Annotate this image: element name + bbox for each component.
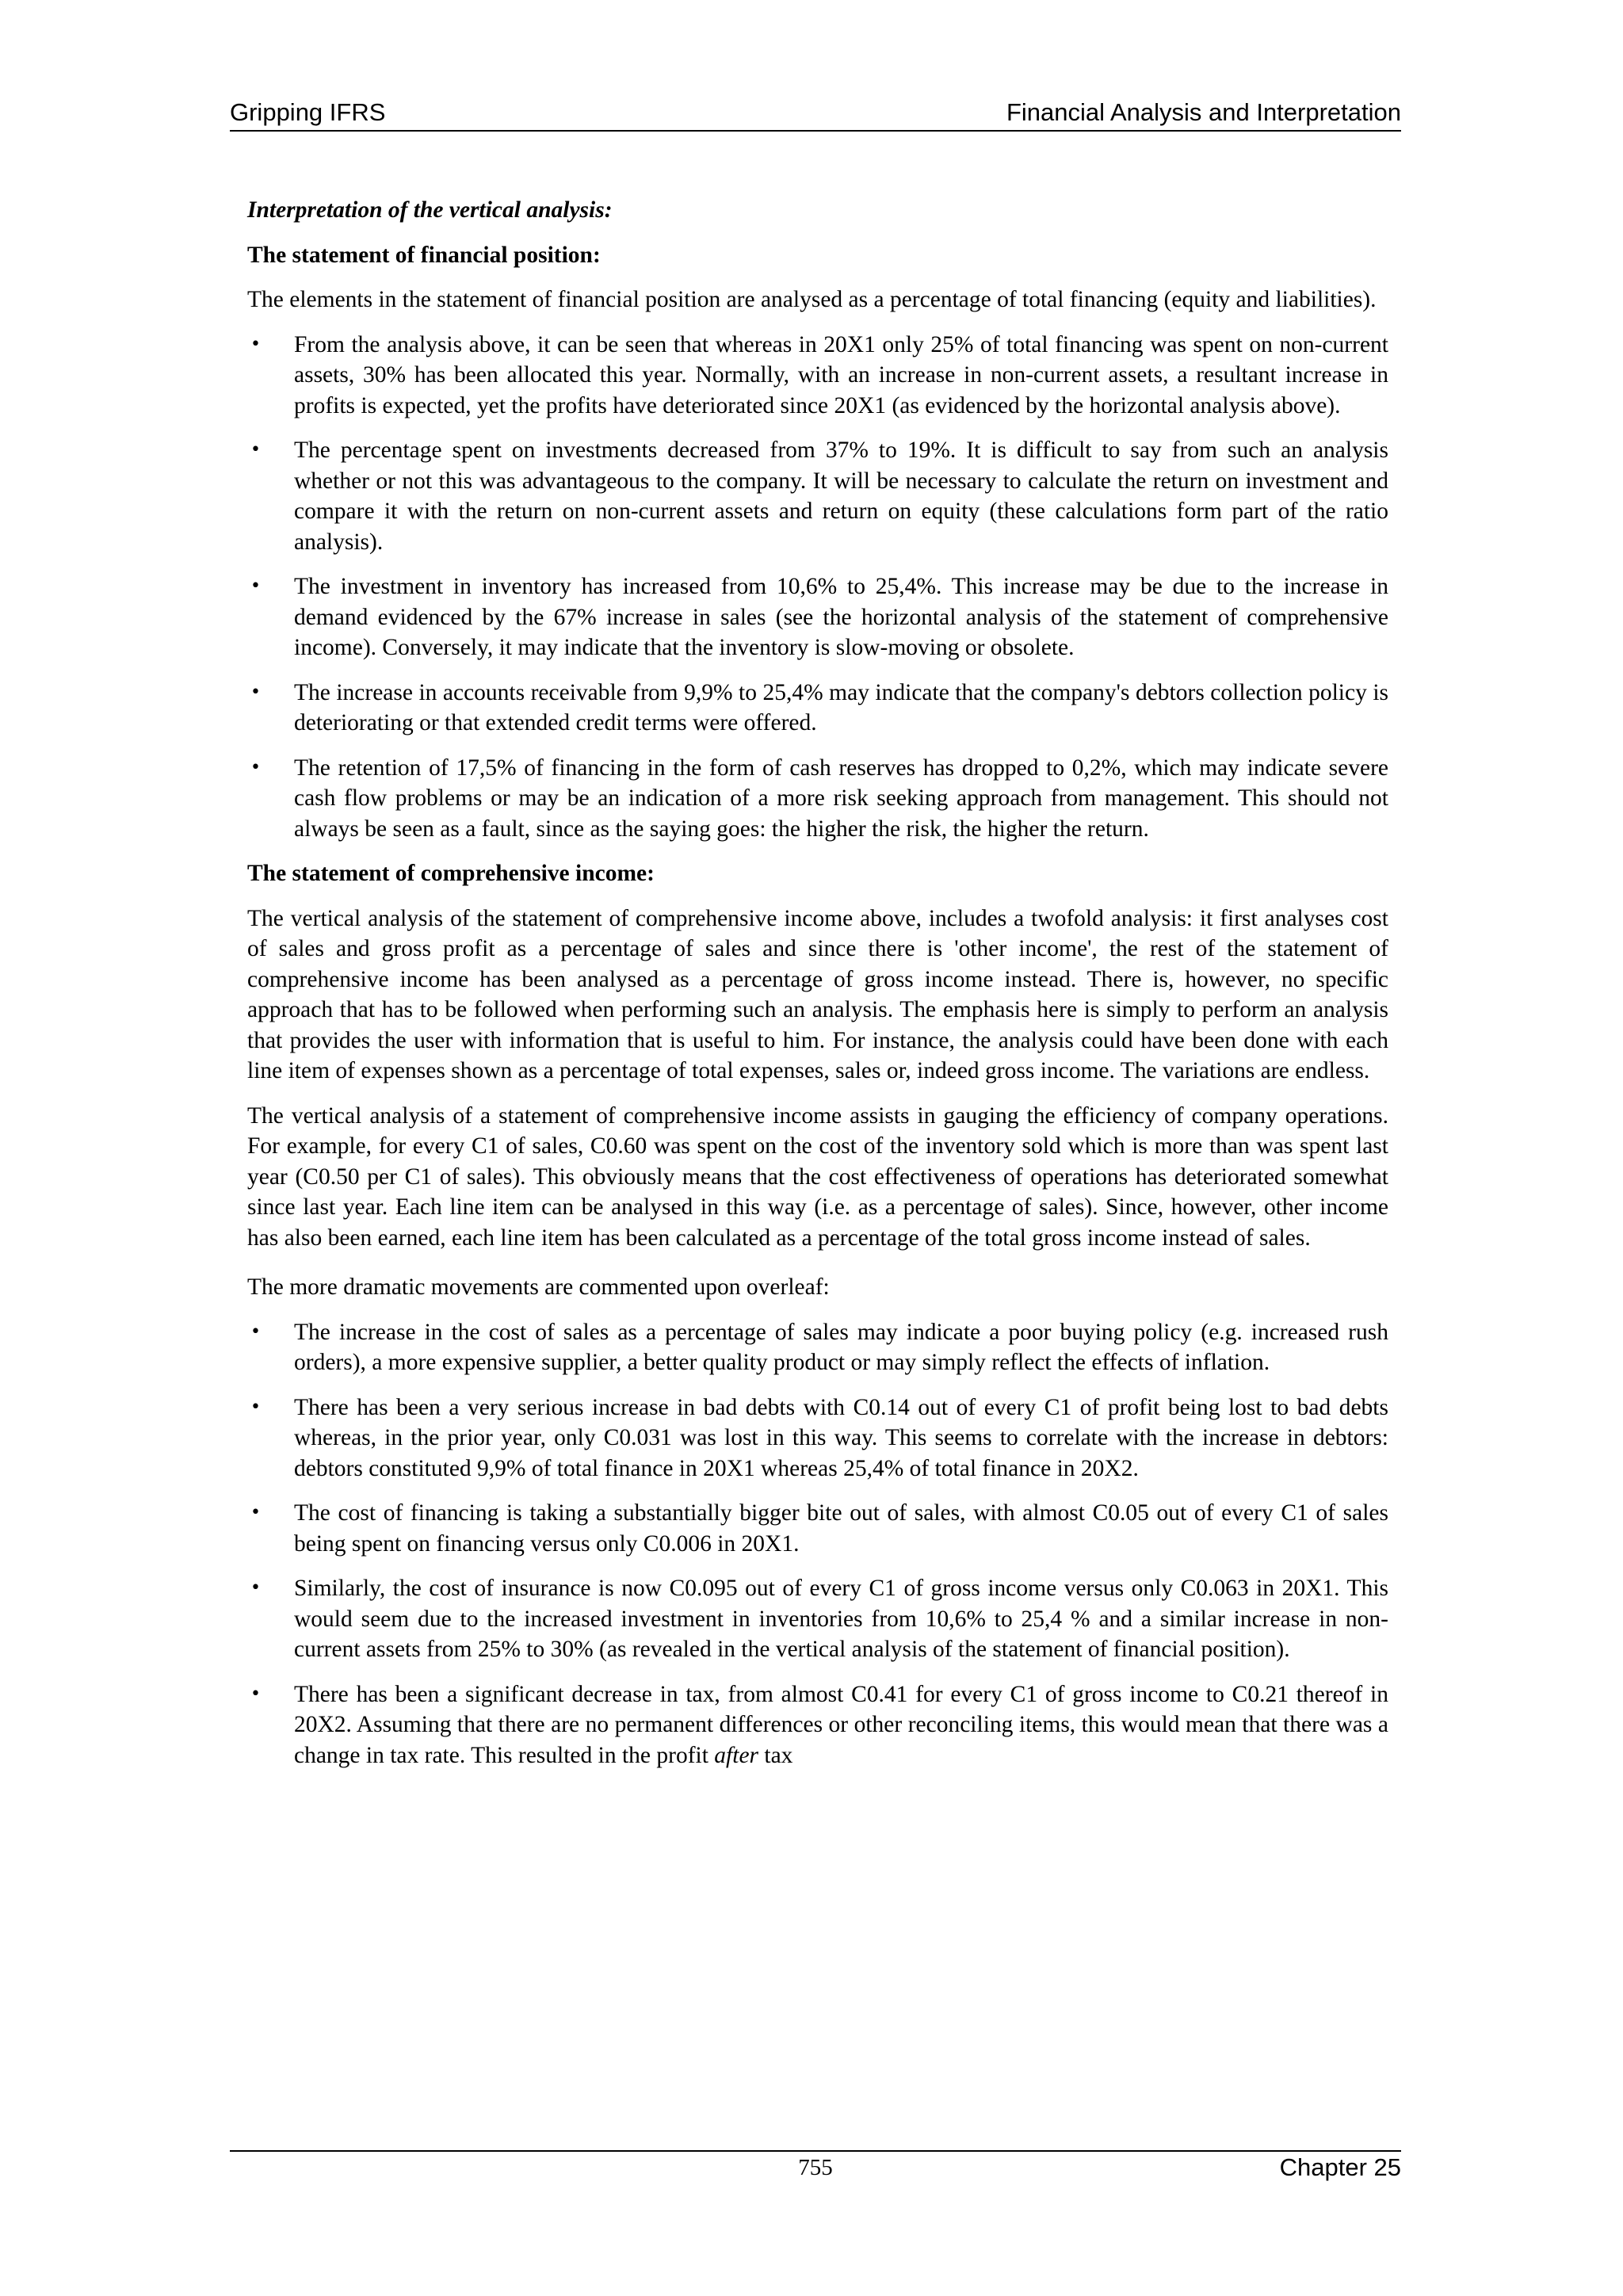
sci-paragraph-3: The more dramatic movements are commented upon overleaf: [247, 1274, 830, 1300]
bullet-icon: • [250, 440, 261, 460]
list-item: • The retention of 17,5% of financing in the form of cash reserves has dropped to 0,2%, which may indicate severe cash flow problems or may be an indication of a more risk seeking approach from management. This should not always be seen as a fault, since as the saying goes: the higher the risk, the higher the return. [247, 753, 1388, 845]
list-item: • The increase in the cost of sales as a percentage of sales may indicate a poor buying policy (e.g. increased rush orders), a more expensive supplier, a better quality product or may simply reflect the effects of inflation. [247, 1317, 1388, 1378]
bullet-icon: • [250, 1503, 261, 1522]
sci-paragraph-2: The vertical analysis of a statement of comprehensive income assists in gauging the efficiency of company operations. For example, for every C1 of sales, C0.60 was spent on the cost of the inventory sold which is more than was spent last year (C0.50 per C1 of sales). This obviously means that the cost effectiveness of operations has deteriorated somewhat since last year. Each line item can be analysed in this way (i.e. as a percentage of sales). Since, however, other income has also been earned, each line item has been calculated as a percentage of the total gross income instead of sales. [247, 1102, 1388, 1251]
list-item: • There has been a very serious increase in bad debts with C0.14 out of every C1 of profit being lost to bad debts whereas, in the prior year, only C0.031 was lost in this way. This seems to correlate with the increase in debtors: debtors constituted 9,9% of total finance in 20X1 whereas 25,4% of total finance in 20X2. [247, 1392, 1388, 1484]
header-book-title: Gripping IFRS [230, 98, 386, 126]
sci-bullet-list [247, 1317, 1388, 1771]
list-item: • The investment in inventory has increased from 10,6% to 25,4%. This increase may be due to the increase in demand evidenced by the 67% increase in sales (see the horizontal analysis of the statement of comprehensive income). Conversely, it may indicate that the inventory is slow-moving or obsolete. [247, 571, 1388, 663]
bullet-icon: • [250, 1396, 261, 1417]
sfp-intro: The elements in the statement of financial position are analysed as a percentage of total financing (equity and liabilities). [247, 287, 1377, 312]
list-item: • Similarly, the cost of insurance is now C0.095 out of every C1 of gross income versus only C0.063 in 20X1. This would seem due to the increased investment in inventories from 10,6% to 25,4 % and a similar increase in non-current assets from 25% to 30% (as revealed in the vertical analysis of the statement of financial position). [247, 1573, 1388, 1665]
page-footer [230, 2150, 1401, 2190]
bullet-icon: • [250, 1321, 261, 1342]
bullet-icon: • [250, 334, 261, 354]
bullet-icon: • [250, 682, 261, 702]
list-item: • There has been a significant decrease in tax, from almost C0.41 for every C1 of gross income to C0.21 thereof in 20X2. Assuming that there are no permanent differences or other reconciling items, this would mean that there was a change in tax rate. This resulted in the profit after tax [247, 1679, 1388, 1771]
sci-heading: The statement of comprehensive income: [247, 861, 655, 886]
list-item: • The increase in accounts receivable from 9,9% to 25,4% may indicate that the company's debtors collection policy is deteriorating or that extended credit terms were offered. [247, 678, 1388, 739]
header-chapter-title: Financial Analysis and Interpretation [1006, 98, 1401, 126]
page-number: 755 [798, 2155, 833, 2180]
list-item: • The cost of financing is taking a substantially bigger bite out of sales, with almost C0.05 out of every C1 of sales being spent on financing versus only C0.006 in 20X1. [247, 1498, 1388, 1559]
emphasis-after: after [714, 1742, 759, 1768]
page-header [230, 94, 1401, 132]
page-content [247, 195, 1388, 1785]
list-item: • From the analysis above, it can be seen that whereas in 20X1 only 25% of total financing was spent on non-current assets, 30% has been allocated this year. Normally, with an increase in non-current assets, a resultant increase in profits is expected, yet the profits have deteriorated since 20X1 (as evidenced by the horizontal analysis above). [247, 330, 1388, 422]
list-item: • The percentage spent on investments decreased from 37% to 19%. It is difficult to say from such an analysis whether or not this was advantageous to the company. It will be necessary to calculate the return on investment and compare it with the return on non-current assets and return on equity (these calculations form part of the ratio analysis). [247, 435, 1388, 557]
bullet-icon: • [250, 576, 261, 596]
sfp-heading: The statement of financial position: [247, 242, 601, 268]
sci-paragraph-1: The vertical analysis of the statement of comprehensive income above, includes a twofold analysis: it first analyses cost of sales and gross profit as a percentage of sales and since there is 'other income', the rest of the statement of comprehensive income has been analysed as a percentage of gross income instead. There is, however, no specific approach that has to be followed when performing such an analysis. The emphasis here is simply to perform an analysis that provides the user with information that is useful to him. For instance, the analysis could have been done with each line item of expenses shown as a percentage of total expenses, sales or, indeed gross income. The variations are endless. [247, 905, 1388, 1083]
footer-chapter: Chapter 25 [1279, 2153, 1401, 2181]
sfp-bullet-list [247, 330, 1388, 845]
bullet-icon: • [250, 1683, 261, 1704]
bullet-icon: • [250, 757, 261, 777]
bullet-icon: • [250, 1578, 261, 1598]
section-title: Interpretation of the vertical analysis: [247, 197, 613, 223]
